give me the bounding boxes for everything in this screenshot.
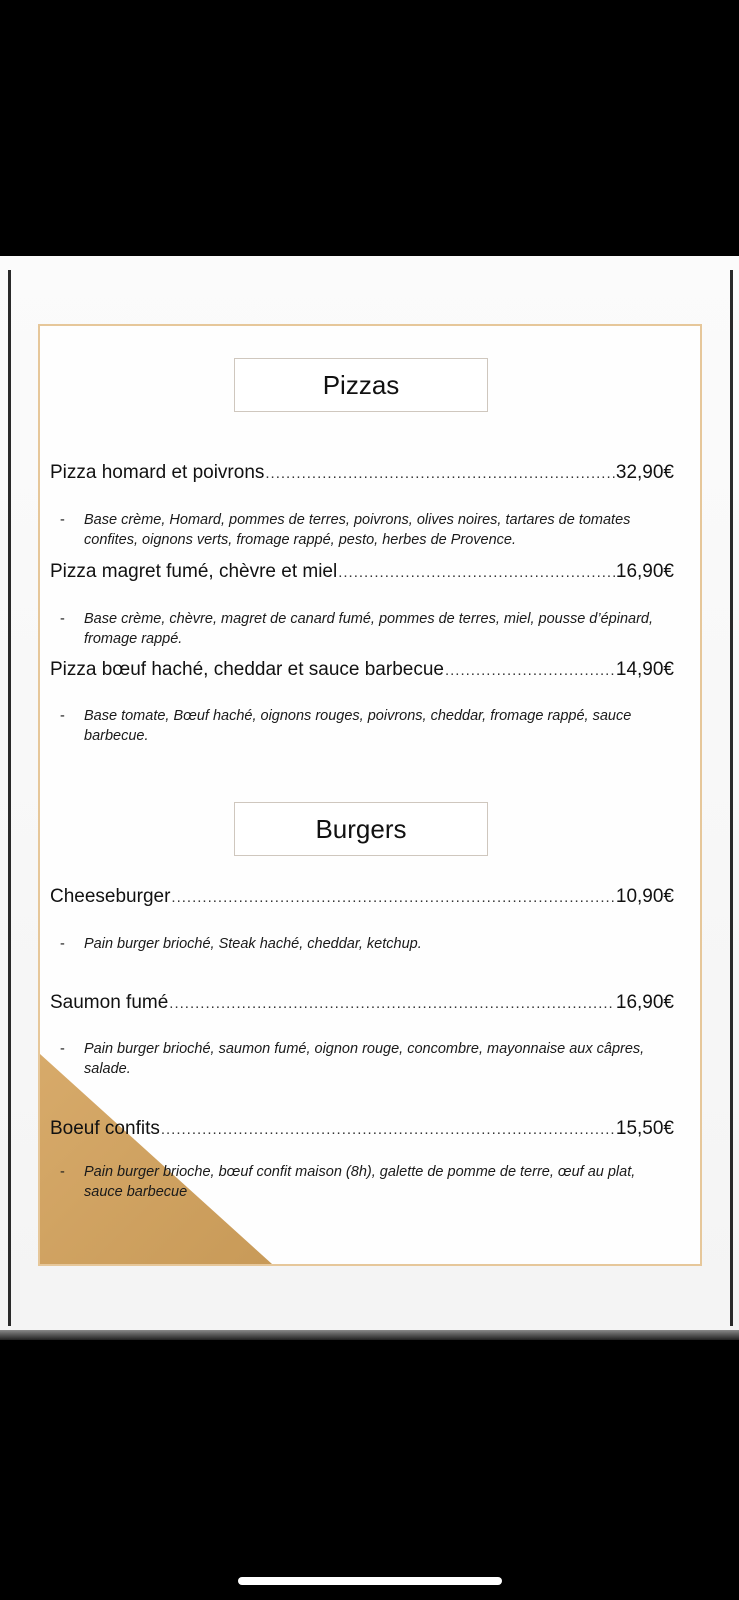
- page-edge-left: [8, 270, 11, 1326]
- item-name: Saumon fumé: [50, 992, 169, 1013]
- description-text: Base tomate, Bœuf haché, oignons rouges, poivrons, cheddar, fromage rappé, sauce barbecue.: [84, 708, 632, 744]
- dot-leader: [338, 564, 615, 581]
- bullet-dash: -: [60, 512, 65, 528]
- item-name: Pizza bœuf haché, cheddar et sauce barbecue: [50, 659, 444, 680]
- menu-item-pizza-boeuf: [50, 659, 674, 681]
- bullet-dash: -: [60, 1041, 65, 1057]
- item-description: [60, 609, 670, 649]
- dot-leader: [169, 995, 615, 1012]
- page-bottom-shadow: [0, 1330, 739, 1340]
- item-description: [60, 934, 670, 954]
- item-price: 32,90€: [615, 462, 674, 483]
- menu-frame: [38, 324, 702, 1266]
- item-price: 10,90€: [615, 886, 674, 907]
- photo-of-menu-page: [0, 256, 739, 1340]
- item-price: 14,90€: [615, 659, 674, 680]
- section-title-burgers: Burgers: [234, 802, 488, 856]
- item-description: [60, 706, 670, 746]
- item-description: [60, 1039, 670, 1079]
- item-price: 15,50€: [615, 1118, 674, 1139]
- bullet-dash: -: [60, 1164, 65, 1180]
- home-indicator[interactable]: [238, 1577, 502, 1585]
- description-text: Pain burger brioché, saumon fumé, oignon rouge, concombre, mayonnaise aux câpres, salade.: [84, 1041, 645, 1077]
- dot-leader: [171, 889, 614, 906]
- section-title-pizzas: Pizzas: [234, 358, 488, 412]
- item-price: 16,90€: [615, 561, 674, 582]
- item-description: [60, 1162, 670, 1202]
- dot-leader: [265, 465, 614, 482]
- bullet-dash: -: [60, 611, 65, 627]
- menu-item-pizza-homard: [50, 462, 674, 484]
- menu-item-boeuf-confits: [50, 1118, 674, 1140]
- item-price: 16,90€: [615, 992, 674, 1013]
- description-text: Pain burger brioche, bœuf confit maison (8h), galette de pomme de terre, œuf au plat, sauce barbecue: [84, 1164, 636, 1200]
- description-text: Base crème, chèvre, magret de canard fumé, pommes de terres, miel, pousse d’épinard, fromage rappé.: [84, 611, 653, 647]
- item-name: Cheeseburger: [50, 886, 171, 907]
- decorative-corner-triangle: [40, 1054, 272, 1264]
- item-name: Pizza homard et poivrons: [50, 462, 265, 483]
- dot-leader: [161, 1121, 615, 1138]
- item-name: Pizza magret fumé, chèvre et miel: [50, 561, 338, 582]
- menu-item-saumon-fume: [50, 992, 674, 1014]
- menu-item-cheeseburger: [50, 886, 674, 908]
- bullet-dash: -: [60, 936, 65, 952]
- bullet-dash: -: [60, 708, 65, 724]
- page-edge-right: [730, 270, 733, 1326]
- dot-leader: [445, 662, 615, 679]
- menu-item-pizza-magret: [50, 561, 674, 583]
- description-text: Base crème, Homard, pommes de terres, poivrons, olives noires, tartares de tomates confites, oignons verts, fromage rappé, pesto, herbes de Provence.: [84, 512, 631, 548]
- item-description: [60, 510, 670, 550]
- description-text: Pain burger brioché, Steak haché, cheddar, ketchup.: [84, 936, 422, 952]
- item-name: Boeuf confits: [50, 1118, 160, 1139]
